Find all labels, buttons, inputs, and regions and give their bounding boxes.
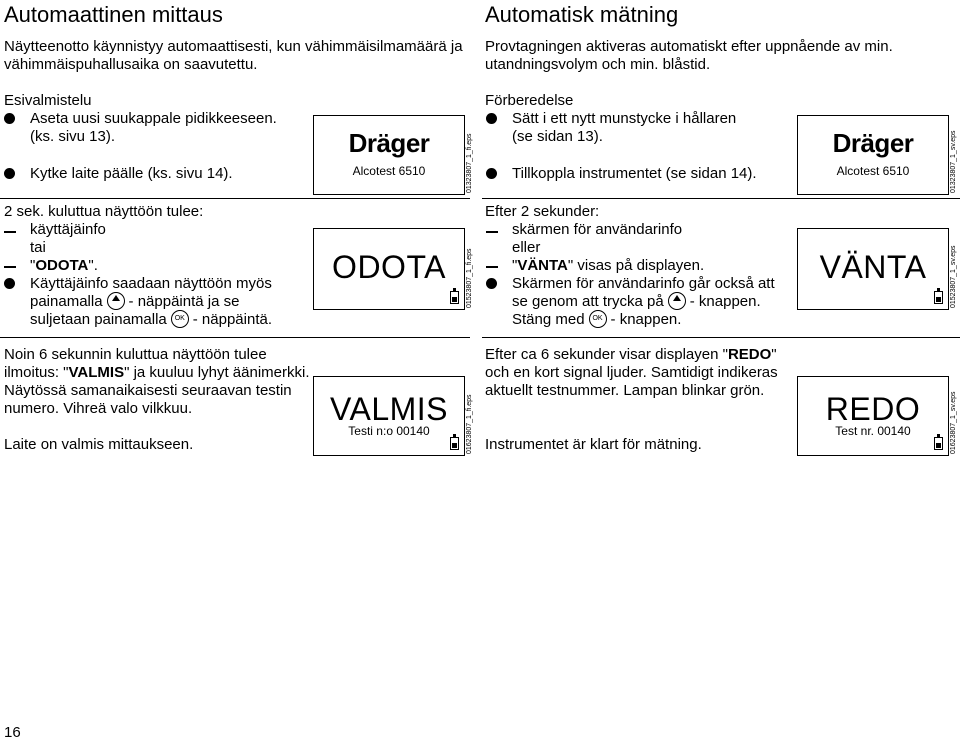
eps-label: 01623807_1_sv.eps <box>950 391 957 454</box>
right-intro-line2: utandningsvolym och min. blåstid. <box>485 56 711 73</box>
right-after-heading: Efter 2 sekunder: <box>485 203 600 220</box>
lcd-display-valmis <box>313 376 465 456</box>
eps-label: 01523807_1_sv.eps <box>950 245 957 308</box>
dash-icon <box>486 266 498 268</box>
up-arrow-button-icon <box>668 292 686 310</box>
left-ready-bold: VALMIS <box>68 364 125 381</box>
eps-label: 01523807_1_fi.eps <box>466 248 473 308</box>
lcd-main-text: REDO <box>825 391 921 427</box>
battery-icon <box>450 291 459 304</box>
divider <box>482 337 960 338</box>
up-arrow-button-icon <box>107 292 125 310</box>
bullet-icon <box>4 168 15 179</box>
right-after-dash2-bold: VÄNTA <box>517 257 568 274</box>
left-title: Automaattinen mittaus <box>4 2 223 27</box>
right-done: Instrumentet är klart för mätning. <box>485 436 702 453</box>
bullet-icon <box>486 113 497 124</box>
left-done: Laite on valmis mittaukseen. <box>4 436 194 453</box>
left-prep-item1-line1: Aseta uusi suukappale pidikkeeseen. <box>30 110 277 127</box>
right-prep-heading: Förberedelse <box>485 92 574 109</box>
right-ready-line3: aktuellt testnummer. Lampan blinkar grön. <box>485 382 765 399</box>
left-after-bullet-line3: suljetaan painamalla OK - näppäintä. <box>30 311 272 328</box>
page-number: 16 <box>4 724 21 741</box>
lcd-main-text: ODOTA <box>332 249 446 285</box>
right-ready-bold: REDO <box>727 346 772 363</box>
dash-icon <box>486 231 498 233</box>
right-prep-item1-line1: Sätt i ett nytt munstycke i hållaren <box>512 110 737 127</box>
drager-logo: Dräger <box>348 128 430 158</box>
right-after-bullet-line3: Stäng med OK - knappen. <box>512 311 682 328</box>
right-ready-line1: Efter ca 6 sekunder visar displayen "REDO" <box>485 346 777 363</box>
left-after-heading: 2 sek. kuluttua näyttöön tulee: <box>4 203 204 220</box>
lcd-model: Alcotest 6510 <box>352 164 426 178</box>
left-prep-item2: Kytke laite päälle (ks. sivu 14). <box>30 165 233 182</box>
left-ready-line2: ilmoitus: "VALMIS" ja kuuluu lyhyt äänimerkki. <box>4 364 310 381</box>
right-after-dash1: skärmen för användarinfo <box>512 221 683 238</box>
left-ready-line1: Noin 6 sekunnin kuluttua näyttöön tulee <box>4 346 267 363</box>
left-after-bullet-line2: painamalla - näppäintä ja se <box>30 293 240 310</box>
divider <box>482 198 960 199</box>
right-after-bullet-line2: se genom att trycka på - knappen. <box>512 293 761 310</box>
left-prep-heading: Esivalmistelu <box>4 92 92 109</box>
eps-label: 01623807_1_fi.eps <box>466 394 473 454</box>
right-prep-item2: Tillkoppla instrumentet (se sidan 14). <box>512 165 757 182</box>
lcd-sub-text: Test nr. 00140 <box>835 424 911 438</box>
battery-icon <box>934 291 943 304</box>
left-after-dash1: käyttäjäinfo <box>30 221 106 238</box>
bullet-icon <box>486 168 497 179</box>
lcd-main-text: VÄNTA <box>819 249 927 285</box>
lcd-display-vanta <box>797 228 949 310</box>
lcd-display-redo <box>797 376 949 456</box>
lcd-main-text: VALMIS <box>330 391 448 427</box>
battery-icon <box>450 437 459 450</box>
left-ready-line3: Näytössä samanaikaisesti seuraavan testin <box>4 382 292 399</box>
left-ready-line4: numero. Vihreä valo vilkkuu. <box>4 400 193 417</box>
left-after-dash2: "ODOTA". <box>30 257 98 274</box>
left-prep-item1-line2: (ks. sivu 13). <box>30 128 116 145</box>
left-after-or: tai <box>30 239 46 256</box>
divider <box>0 198 470 199</box>
lcd-display-brand <box>313 115 465 195</box>
right-ready-line2: och en kort signal ljuder. Samtidigt indikeras <box>485 364 778 381</box>
right-after-or: eller <box>512 239 541 256</box>
battery-icon <box>934 437 943 450</box>
right-prep-item1-line2: (se sidan 13). <box>512 128 603 145</box>
bullet-icon <box>486 278 497 289</box>
ok-button-icon: OK <box>589 310 607 328</box>
left-after-dash2-bold: ODOTA <box>35 257 89 274</box>
bullet-icon <box>4 113 15 124</box>
right-after-dash2: "VÄNTA" visas på displayen. <box>512 257 705 274</box>
left-after-bullet-line1: Käyttäjäinfo saadaan näyttöön myös <box>30 275 272 292</box>
dash-icon <box>4 266 16 268</box>
right-after-bullet-line1: Skärmen för användarinfo går också att <box>512 275 775 292</box>
lcd-model: Alcotest 6510 <box>836 164 910 178</box>
drager-logo: Dräger <box>832 128 914 158</box>
left-intro-line2: vähimmäispuhallusaika on saavutettu. <box>4 56 258 73</box>
lcd-display-brand <box>797 115 949 195</box>
divider <box>0 337 470 338</box>
right-title: Automatisk mätning <box>485 2 679 27</box>
right-intro-line1: Provtagningen aktiveras automatiskt efter uppnående av min. <box>485 38 893 55</box>
left-intro-line1: Näytteenotto käynnistyy automaattisesti, kun vähimmäisilmamäärä ja <box>4 38 463 55</box>
dash-icon <box>4 231 16 233</box>
eps-label: 01323807_1_fi.eps <box>466 133 473 193</box>
ok-button-icon: OK <box>171 310 189 328</box>
lcd-display-odota <box>313 228 465 310</box>
eps-label: 01323807_1_sv.eps <box>950 130 957 193</box>
bullet-icon <box>4 278 15 289</box>
lcd-sub-text: Testi n:o 00140 <box>348 424 430 438</box>
